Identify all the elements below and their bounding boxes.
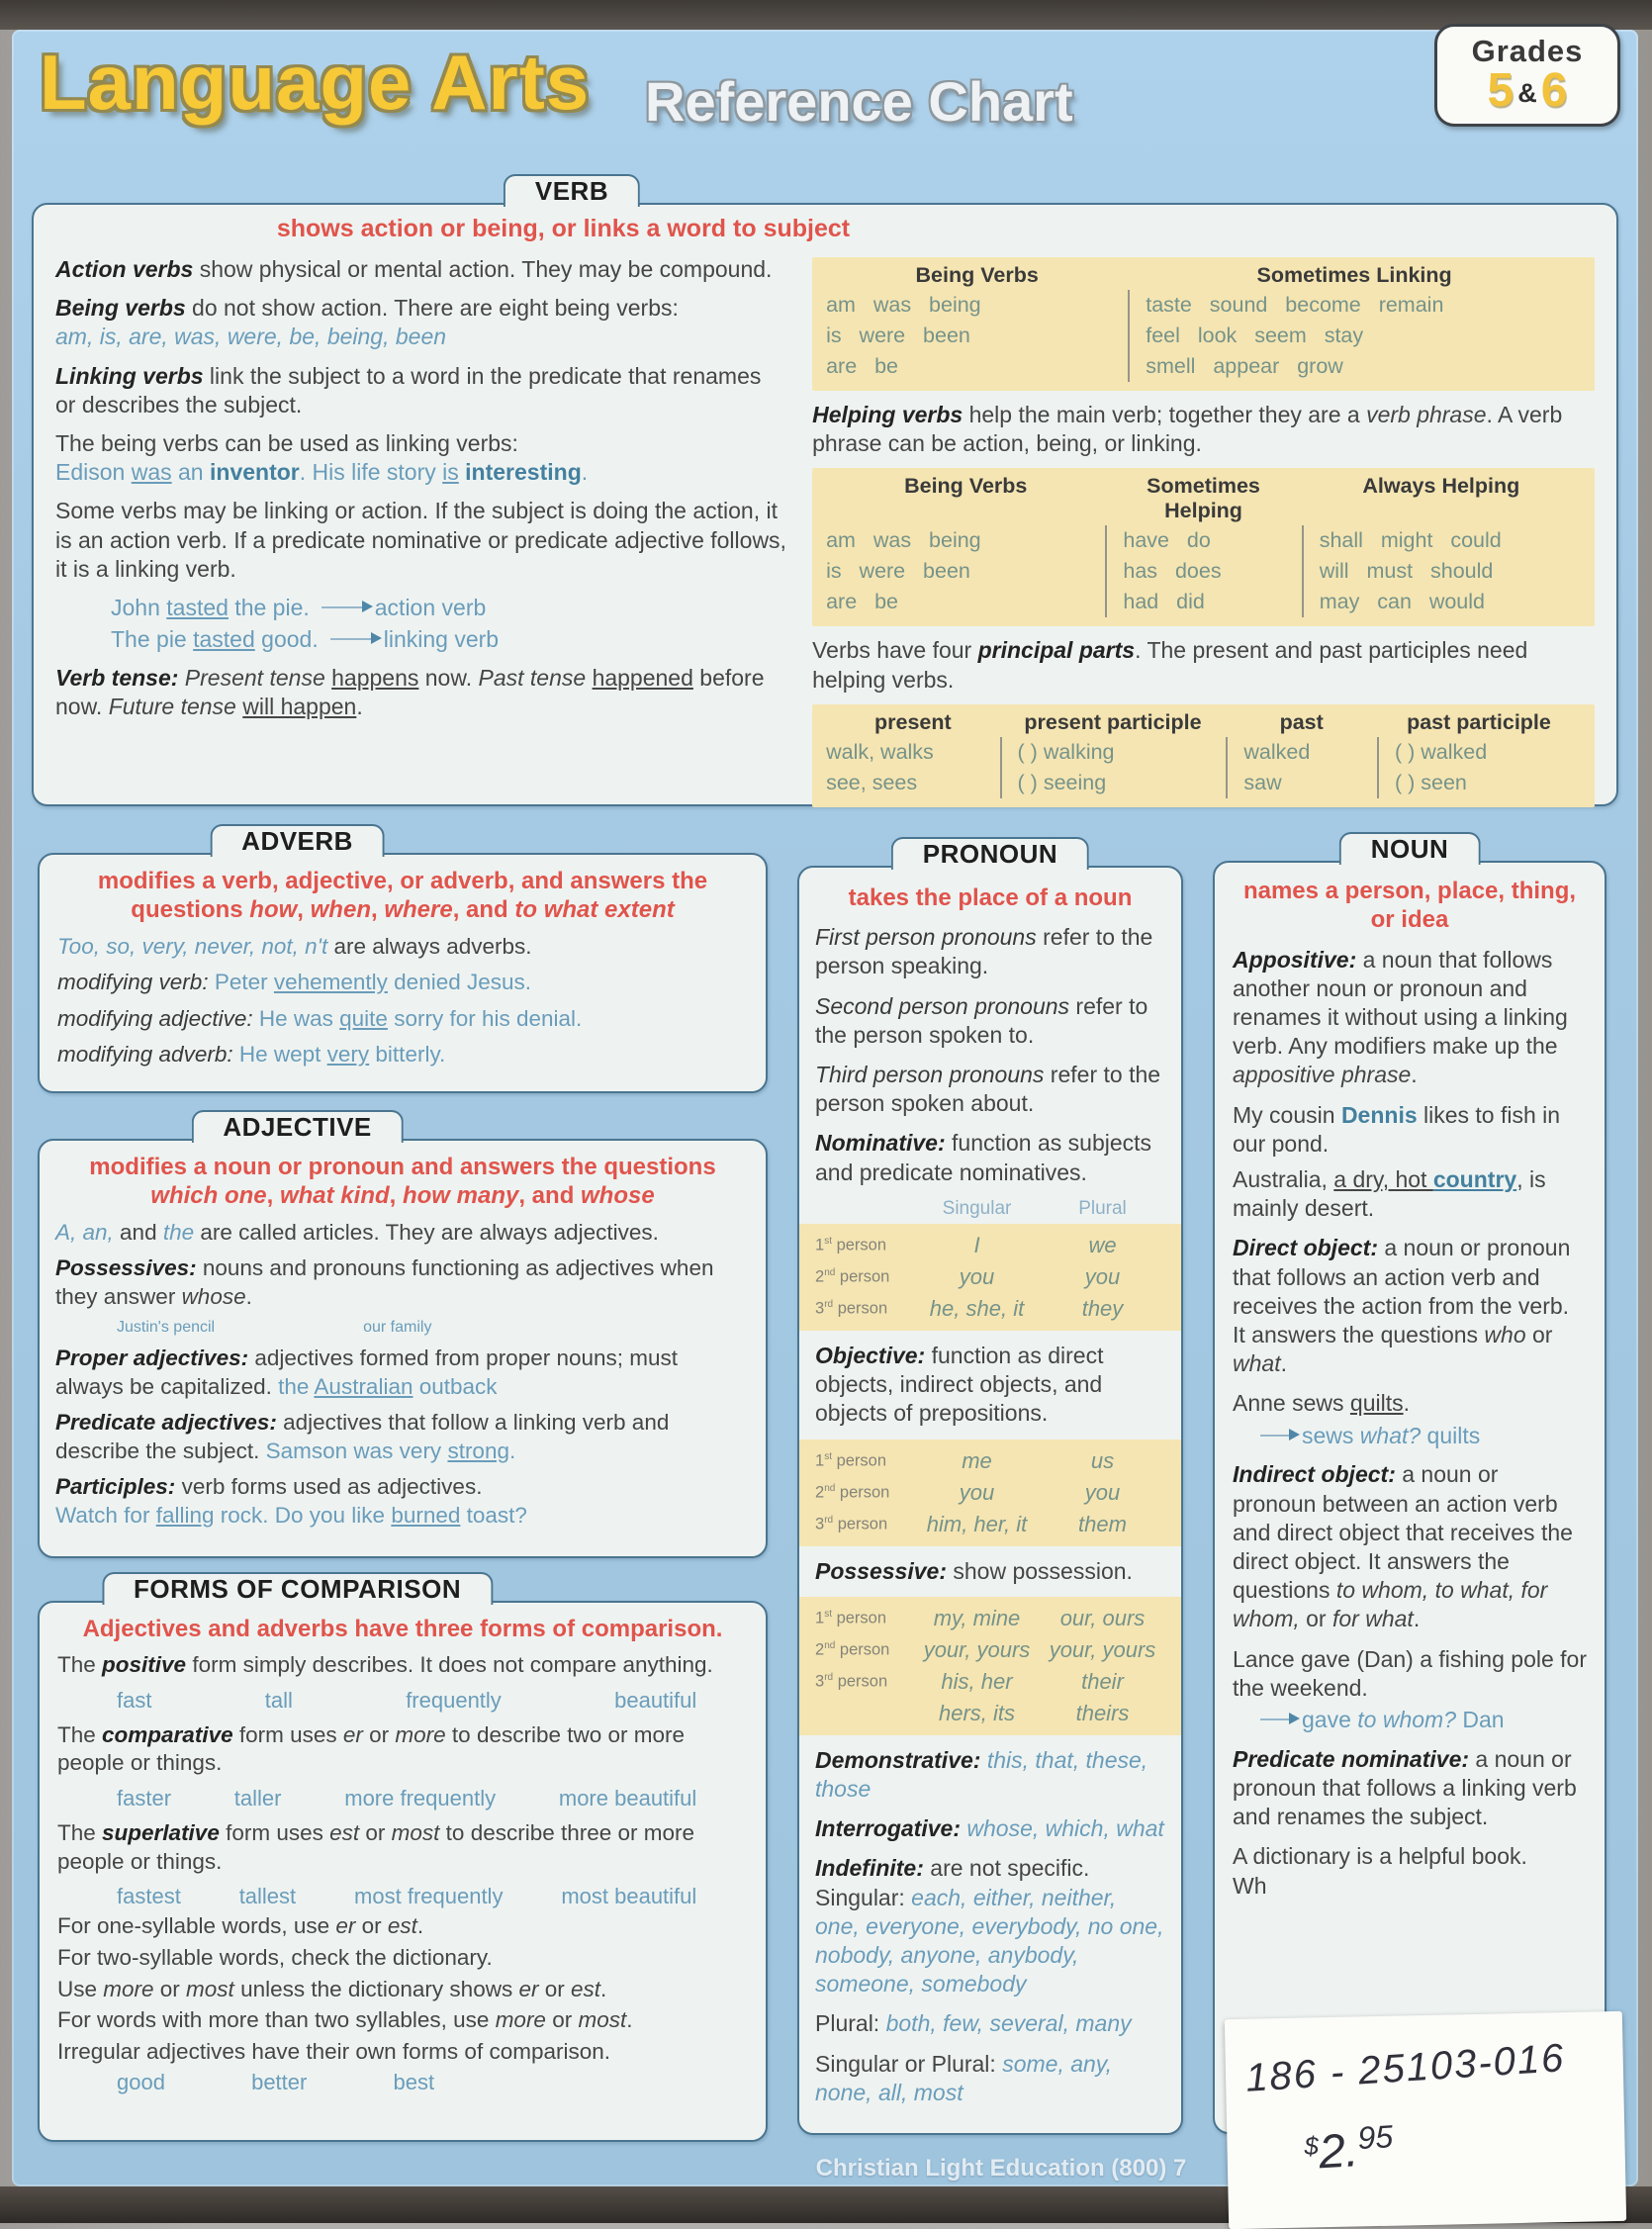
arrow-icon bbox=[321, 606, 363, 608]
arrow-icon bbox=[1260, 1718, 1290, 1720]
paragraph: Objective: function as direct objects, indirect objects, and objects of prepositions. bbox=[815, 1342, 1104, 1427]
rule-line: For words with more than two syllables, use more or most. bbox=[57, 2007, 633, 2033]
verb-definition: shows action or being, or links a word to subject bbox=[276, 215, 851, 242]
page-subtitle: Reference Chart bbox=[645, 70, 1073, 133]
example-text: Edison was an inventor. His life story is interesting. bbox=[55, 459, 589, 486]
arrow-icon bbox=[1260, 1435, 1290, 1437]
table-header: Being Verbs Sometimes Helping Always Helping bbox=[904, 474, 1520, 523]
comparison-section bbox=[38, 1574, 768, 2142]
example-text: sews what? quilts bbox=[1233, 1422, 1587, 1450]
table-row: see, sees ( ) seeing saw ( ) seen bbox=[826, 768, 1581, 798]
noun-section bbox=[1213, 834, 1606, 2134]
adjective-tab: ADJECTIVE bbox=[191, 1110, 403, 1143]
paragraph: The positive form simply describes. It does not compare anything. bbox=[57, 1652, 713, 1678]
adjective-definition: modifies a noun or pronoun and answers the questions which one, what kind, how many, and whose bbox=[89, 1154, 716, 1210]
paragraph: Plural: both, few, several, many bbox=[815, 2010, 1132, 2037]
example-text: A dictionary is a helpful book. Wh bbox=[1233, 1843, 1527, 1899]
table-row: 1st person me us bbox=[815, 1447, 1115, 1473]
paragraph: Predicate nominative: a noun or pronoun that follows a linking verb and renames the subject. bbox=[1233, 1745, 1577, 1830]
paragraph: Too, so, very, never, not, n't are always adverbs. bbox=[57, 933, 532, 959]
table-row: are be had did may can would bbox=[826, 587, 1581, 617]
photo-top-edge bbox=[0, 0, 1652, 30]
example-text: The pie tasted good. linking verb bbox=[111, 625, 500, 652]
paragraph: Helping verbs help the main verb; together they are a verb phrase. A verb phrase can be action, being, or linking. bbox=[812, 402, 1563, 457]
paragraph: Linking verbs link the subject to a word in the predicate that renames or describes the subject. bbox=[55, 362, 762, 418]
noun-tab: NOUN bbox=[1339, 832, 1481, 865]
paragraph: Singular or Plural: some, any, none, all, most bbox=[815, 2050, 1112, 2105]
verb-tab: VERB bbox=[504, 174, 640, 207]
table-row: 2nd person you you bbox=[815, 1479, 1121, 1505]
paragraph: modifying verb: Peter vehemently denied Jesus. bbox=[57, 970, 532, 995]
paragraph: The comparative form uses er or more to describe two or more people or things. bbox=[57, 1721, 686, 1776]
pronoun-section bbox=[797, 839, 1183, 2135]
paragraph: Direct object: a noun or pronoun that follows an action verb and receives the action from the verb. It answers the questions who or what. bbox=[1233, 1235, 1571, 1377]
adjective-section bbox=[38, 1112, 768, 1558]
table-row: 2nd person you you bbox=[815, 1263, 1121, 1289]
table-row: 1st person I we bbox=[815, 1232, 1117, 1257]
paragraph: Verbs have four principal parts. The present and past participles need helping verbs. bbox=[812, 637, 1528, 693]
paragraph: Third person pronouns refer to the person spoken about. bbox=[815, 1062, 1161, 1117]
comparison-definition: Adjectives and adverbs have three forms of comparison. bbox=[82, 1616, 723, 1642]
grades-badge-numbers: 5 &6 bbox=[1487, 64, 1568, 117]
paragraph: Action verbs show physical or mental action. They may be compound. bbox=[55, 256, 773, 282]
paragraph: Second person pronouns refer to the person spoken to. bbox=[815, 992, 1148, 1048]
paragraph: Proper adjectives: adjectives formed from proper nouns; must always be capitalized. the Australian outback bbox=[55, 1346, 679, 1399]
paragraph: Possessives: nouns and pronouns functioning as adjectives when they answer whose. bbox=[55, 1255, 714, 1309]
paragraph: Appositive: a noun that follows another noun or pronoun and renames it without using a linking verb. Any modifiers make up the appositive phrase. bbox=[1233, 946, 1568, 1088]
paragraph: Predicate adjectives: adjectives that follow a linking verb and describe the subject. Samson was very strong. bbox=[55, 1410, 670, 1463]
nominative-table bbox=[799, 1224, 1181, 1331]
example-text: Lance gave (Dan) a fishing pole for the weekend. bbox=[1233, 1645, 1587, 1701]
table-row: 1st person my, mine our, ours bbox=[815, 1605, 1146, 1630]
example-text: Anne sews quilts. bbox=[1233, 1390, 1410, 1417]
sticker-price: $2.95 bbox=[1303, 2118, 1395, 2180]
paragraph: Some verbs may be linking or action. If the subject is doing the action, it is an action verb. If a predicate nominative or predicate adjective follows, it is a linking verb. bbox=[55, 498, 786, 582]
page-title: Language Arts bbox=[40, 39, 591, 126]
table-row: are be smell appear grow bbox=[826, 351, 1581, 382]
table-row: 2nd person your, yours your, yours bbox=[815, 1636, 1156, 1662]
table-row: 3rd person he, she, it they bbox=[815, 1295, 1124, 1321]
example-row: fastest tallest most frequently most beautiful bbox=[117, 1884, 697, 1909]
verb-left-column bbox=[55, 245, 786, 815]
paragraph: Demonstrative: this, that, these, those bbox=[815, 1746, 1148, 1802]
paragraph: Indirect object: a noun or pronoun between an action verb and direct object that receives the direct object. It answers the questions to whom, to what, for whom, or for what. bbox=[1233, 1461, 1573, 1632]
pronoun-table-header: Singular Plural bbox=[942, 1197, 1127, 1219]
rule-line: Irregular adjectives have their own forms of comparison. bbox=[57, 2039, 610, 2065]
paragraph: Possessive: show possession. bbox=[815, 1557, 1133, 1584]
table-row: is were been has does will must should bbox=[826, 556, 1581, 587]
being-linking-table bbox=[812, 257, 1595, 391]
price-sticker bbox=[1225, 2011, 1626, 2229]
verb-right-column bbox=[812, 245, 1595, 815]
table-row: 3rd person him, her, it them bbox=[815, 1511, 1127, 1536]
example-text: John tasted the pie. action verb bbox=[111, 595, 487, 621]
table-row: am was being have do shall might could bbox=[826, 525, 1581, 556]
table-row: walk, walks ( ) walking walked ( ) walked bbox=[826, 737, 1581, 768]
example-row: fast tall frequently beautiful bbox=[117, 1687, 697, 1713]
arrow-icon bbox=[330, 638, 372, 640]
sticker-item-code: 186 - 25103-016 bbox=[1243, 2036, 1567, 2100]
rule-line: Use more or most unless the dictionary shows er or est. bbox=[57, 1976, 607, 2001]
pronoun-tab: PRONOUN bbox=[891, 837, 1089, 870]
comparison-tab: FORMS OF COMPARISON bbox=[102, 1572, 493, 1605]
possessive-table bbox=[799, 1597, 1181, 1735]
example-text: Justin's pencil our family bbox=[117, 1319, 432, 1337]
paragraph: First person pronouns refer to the person speaking. bbox=[815, 924, 1153, 979]
objective-table bbox=[799, 1440, 1181, 1546]
example-text: Australia, a dry, hot country, is mainly desert. bbox=[1233, 1165, 1546, 1222]
paragraph: Being verbs do not show action. There are eight being verbs: am, is, are, was, were, be, being, been bbox=[55, 295, 679, 350]
paragraph: The being verbs can be used as linking verbs: Edison was an inventor. His life story is interesting. bbox=[55, 430, 589, 486]
table-row: 3rd person his, her their bbox=[815, 1668, 1124, 1694]
principal-parts-table bbox=[812, 704, 1595, 807]
rule-line: For two-syllable words, check the dictionary. bbox=[57, 1944, 493, 1970]
example-text: My cousin Dennis likes to fish in our pond. bbox=[1233, 1101, 1561, 1157]
table-row: is were been feel look seem stay bbox=[826, 321, 1581, 351]
rule-line: For one-syllable words, use er or est. bbox=[57, 1913, 424, 1939]
paragraph: A, an, and the are called articles. They are always adjectives. bbox=[55, 1219, 659, 1245]
footer-credit: Christian Light Education (800) 7 bbox=[815, 2155, 1187, 2182]
adverb-definition: modifies a verb, adjective, or adverb, and answers the questions how, when, where, and to what extent bbox=[97, 868, 708, 924]
adverb-section bbox=[38, 826, 768, 1093]
grades-badge bbox=[1434, 24, 1620, 127]
example-row: faster taller more frequently more beautiful bbox=[117, 1785, 697, 1811]
paragraph: Nominative: function as subjects and predicate nominatives. bbox=[815, 1130, 1152, 1185]
paragraph: modifying adjective: He was quite sorry for his denial. bbox=[57, 1005, 583, 1031]
example-row: good better best bbox=[117, 2070, 435, 2095]
pronoun-definition: takes the place of a noun bbox=[848, 884, 1133, 911]
grades-badge-label: Grades bbox=[1471, 34, 1584, 68]
noun-definition: names a person, place, thing, or idea bbox=[1242, 878, 1577, 934]
paragraph: Indefinite: are not specific. Singular: each, either, neither, one, everyone, everybody, no one, nobody, anyone, anybody, someone, somebody bbox=[815, 1855, 1164, 1997]
table-header: present present participle past past participle bbox=[873, 709, 1551, 734]
table-row: hers, its theirs bbox=[938, 1700, 1130, 1725]
adverb-tab: ADVERB bbox=[210, 824, 385, 857]
verb-section bbox=[32, 176, 1618, 806]
table-row: am was being taste sound become remain bbox=[826, 290, 1581, 321]
paragraph: modifying adverb: He wept very bitterly. bbox=[57, 1042, 446, 1068]
reference-chart bbox=[12, 30, 1638, 2186]
paragraph: The superlative form uses est or most to describe three or more people or things. bbox=[57, 1819, 695, 1874]
paragraph: Verb tense: Present tense happens now. Past tense happened before now. Future tense will happen. bbox=[55, 664, 765, 719]
table-header: Being Verbs Sometimes Linking bbox=[915, 263, 1452, 287]
paragraph: Interrogative: whose, which, what bbox=[815, 1815, 1164, 1842]
helping-verbs-table bbox=[812, 468, 1595, 626]
example-text: gave to whom? Dan bbox=[1233, 1706, 1587, 1734]
paragraph: Participles: verb forms used as adjectives. Watch for falling rock. Do you like burned toast? bbox=[55, 1474, 527, 1529]
